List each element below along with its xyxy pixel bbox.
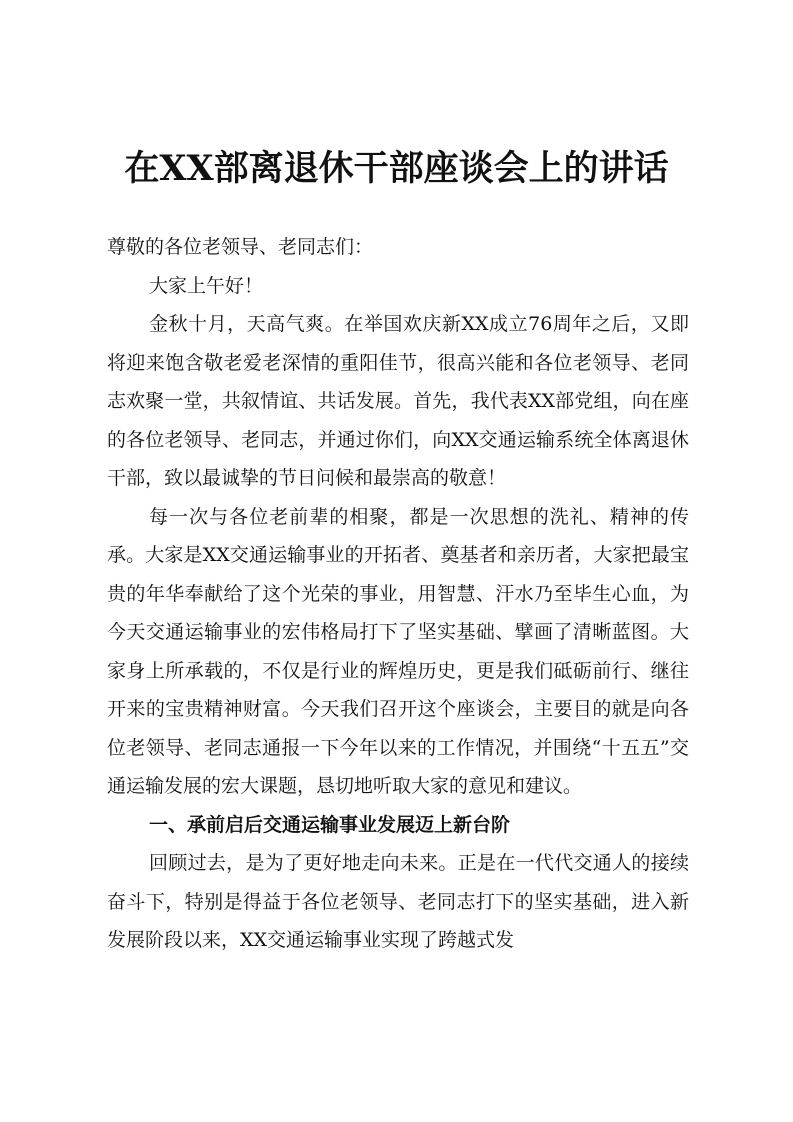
document-title: 在XX部离退休干部座谈会上的讲话 xyxy=(124,148,669,189)
section-paragraph: 回顾过去，是为了更好地走向未来。正是在一代代交通人的接续奋斗下，特别是得益于各位老领导、老同志打下的坚实基础，进入新发展阶段以来，XX交通运输事业实现了跨越式发 xyxy=(107,852,689,951)
greeting: 大家上午好！ xyxy=(149,274,264,297)
salutation: 尊敬的各位老领导、老同志们： xyxy=(107,236,374,258)
paragraph-2: 每一次与各位老前辈的相聚，都是一次思想的洗礼、精神的传承。大家是XX交通运输事业的开拓者、奠基者和亲历者，大家把最宝贵的年华奉献给了这个光荣的事业，用智慧、汗水乃至毕生心血，为今天交通运输事业的宏伟格局打下了坚实基础、擘画了清晰蓝图。大家身上所承载的，不仅是行业的辉煌历史，更是我们砥砺前行、继往开来的宝贵精神财富。今天我们召开这个座谈会，主要目的就是向各位老领导、老同志通报一下今年以来的工作情况，并围绕“十五五”交通运输发展的宏大课题，恳切地听取大家的意见和建议。 xyxy=(107,505,689,797)
section-heading: 一、承前启后交通运输事业发展迈上新台阶 xyxy=(149,813,511,836)
paragraph-1: 金秋十月，天高气爽。在举国欢庆新XX成立76周年之后，又即将迎来饱含敬老爱老深情的重阳佳节，很高兴能和各位老领导、老同志欢聚一堂，共叙情谊、共话发展。首先，我代表XX部党组，向在座的各位老领导、老同志，并通过你们，向XX交通运输系统全体离退休干部，致以最诚挚的节日问候和最崇高的敬意！ xyxy=(107,313,689,489)
document-body xyxy=(107,228,689,960)
